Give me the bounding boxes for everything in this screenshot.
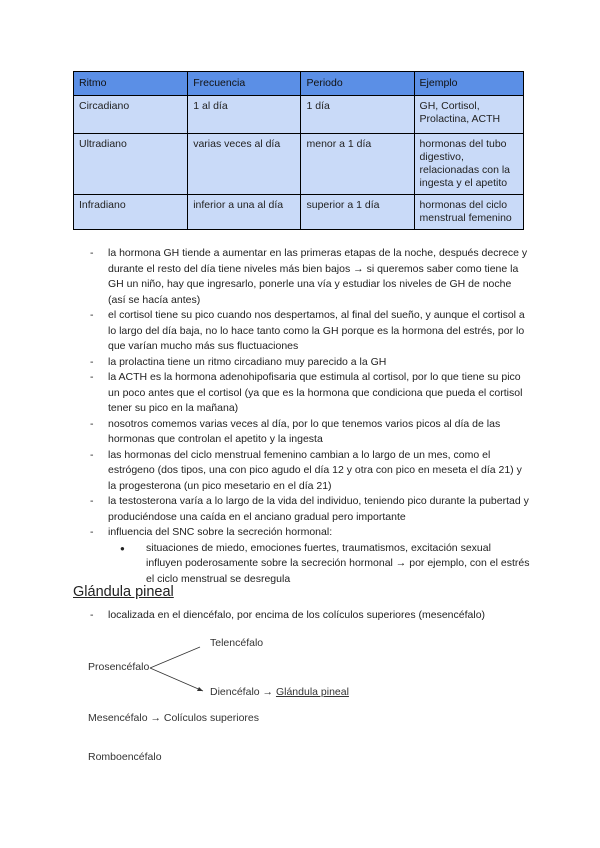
branch-line-up (150, 647, 200, 668)
table-cell: Infradiano (74, 195, 188, 230)
list-item: - localizada en el diencéfalo, por encima de los colículos superiores (mesencéfalo) (90, 608, 530, 623)
list-item: - la hormona GH tiende a aumentar en las primeras etapas de la noche, después decrece y durante el resto del día tiene niveles más bien bajos → si queremos saber como tiene la GH un niño, hay que ingresarlo, ponerle una vía y estudiar los niveles de GH de noche (así se hacía antes) (90, 246, 530, 308)
table-cell: hormonas del tubo digestivo, relacionadas con la ingesta y el apetito (414, 134, 523, 195)
table-cell: Ultradiano (74, 134, 188, 195)
label-diencefalo-row (210, 686, 349, 698)
list-item: - la testosterona varía a lo largo de la vida del individuo, teniendo pico durante la pubertad y produciéndose una caída en el anciano gradual pero importante (90, 494, 530, 525)
list-item: - la prolactina tiene un ritmo circadiano muy parecido a la GH (90, 355, 530, 371)
table-cell: 1 al día (188, 96, 301, 134)
table-cell: GH, Cortisol, Prolactina, ACTH (414, 96, 523, 134)
list-item: - nosotros comemos varias veces al día, por lo que tenemos varios picos al día de las hormonas que controlan el apetito y la ingesta (90, 417, 530, 448)
table-cell: superior a 1 día (301, 195, 414, 230)
list-item: - el cortisol tiene su pico cuando nos despertamos, al final del sueño, y aunque el cortisol a lo largo del día baja, no lo hace tanto como la GH porque es la hormona del estrés, por lo que varían mucho más sus fluctuaciones (90, 308, 530, 355)
list-item-text: influencia del SNC sobre la secreción hormonal: (108, 526, 333, 538)
arrow-icon: → (262, 686, 274, 698)
sub-list-item: ● situaciones de miedo, emociones fuertes, traumatismos, excitación sexual influyen poderosamente sobre la secreción hormonal → por ejemplo, con el estrés el ciclo menstrual se desregula (118, 541, 530, 588)
header-ritmo: Ritmo (74, 72, 188, 96)
label-glandula-pineal: Glándula pineal (275, 686, 349, 698)
list-item: - las hormonas del ciclo menstrual femenino cambian a lo largo de un mes, como el estrógeno (dos tipos, una con pico agudo el día 12 y otra con pico en meseta el día 21) y la progesterona (un pico mesetario en el día 21) (90, 448, 530, 495)
header-frecuencia: Frecuencia (188, 72, 301, 96)
label-rombencefalo: Romboencéfalo (88, 751, 162, 763)
header-ejemplo: Ejemplo (414, 72, 523, 96)
label-mesencefalo: Mesencéfalo → Colículos superiores (88, 712, 259, 724)
label-diencefalo: Diencéfalo (210, 686, 260, 698)
label-telencefalo: Telencéfalo (210, 637, 264, 649)
table-cell: Circadiano (74, 96, 188, 134)
table-cell: varias veces al día (188, 134, 301, 195)
list-item: - la ACTH es la hormona adenohipofisaria que estimula al cortisol, por lo que tiene su pico un poco antes que el cortisol (ya que es la hormona que condiciona que pueda el cortisol tener su pico en la mañana) (90, 370, 530, 417)
table-cell: hormonas del ciclo menstrual femenino (414, 195, 523, 230)
table-cell: inferior a una al día (188, 195, 301, 230)
header-periodo: Periodo (301, 72, 414, 96)
section-title: Glándula pineal (73, 584, 174, 600)
branch-line-down (150, 668, 203, 691)
label-prosencefalo: Prosencéfalo (88, 661, 150, 673)
table-cell: 1 día (301, 96, 414, 134)
table-cell: menor a 1 día (301, 134, 414, 195)
